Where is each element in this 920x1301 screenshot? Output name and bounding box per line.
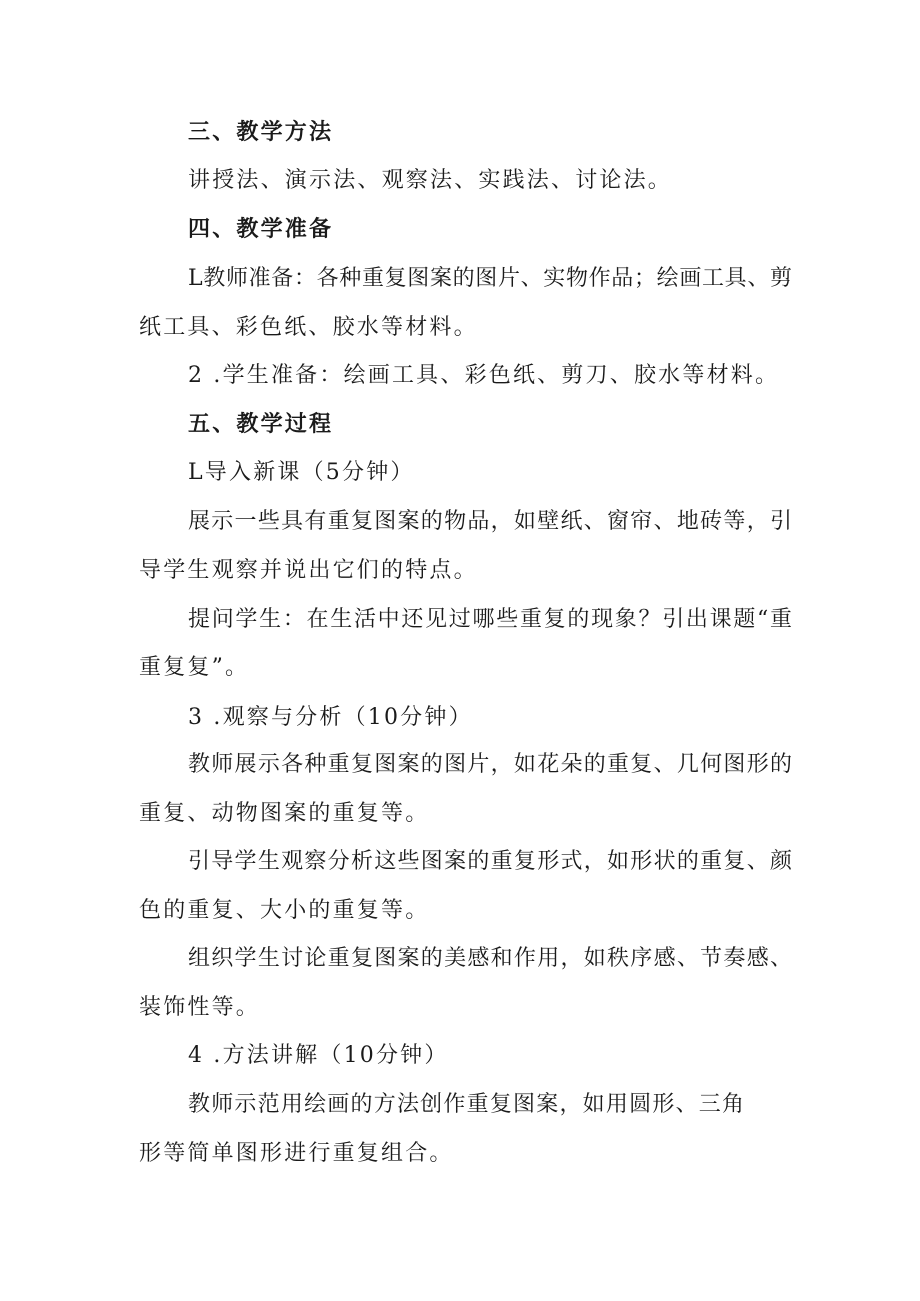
section-heading-teaching-preparation: 四、教学准备	[188, 216, 334, 242]
teaching-methods-text: 讲授法、演示法、观察法、实践法、讨论法。	[188, 168, 673, 193]
observation-paragraph-2-line-1: 引导学生观察分析这些图案的重复形式，如形状的重复、颜	[188, 849, 792, 874]
step-title-method-explanation: 4 .方法讲解（10分钟）	[188, 1043, 449, 1068]
introduction-paragraph-2-line-1: 提问学生：在生活中还见过哪些重复的现象？引出课题“重	[188, 607, 792, 632]
introduction-paragraph-1-line-1: 展示一些具有重复图案的物品，如壁纸、窗帘、地砖等，引	[188, 509, 792, 534]
method-paragraph-1-line-2: 形等简单图形进行重复组合。	[139, 1141, 454, 1166]
student-preparation-text: 2 .学生准备：绘画工具、彩色纸、剪刀、胶水等材料。	[188, 363, 780, 388]
observation-paragraph-1-line-1: 教师展示各种重复图案的图片，如花朵的重复、几何图形的	[188, 752, 792, 777]
observation-paragraph-2-line-2: 色的重复、大小的重复等。	[139, 898, 430, 923]
introduction-paragraph-2-line-2: 重复复”。	[139, 655, 250, 680]
method-paragraph-1-line-1: 教师示范用绘画的方法创作重复图案，如用圆形、三角	[188, 1092, 744, 1117]
section-heading-teaching-methods: 三、教学方法	[188, 119, 334, 145]
introduction-paragraph-1-line-2: 导学生观察并说出它们的特点。	[139, 558, 478, 583]
observation-paragraph-3-line-1: 组织学生讨论重复图案的美感和作用，如秩序感、节奏感、	[188, 946, 792, 971]
step-title-introduction: L导入新课（5分钟）	[188, 460, 415, 485]
observation-paragraph-1-line-2: 重复、动物图案的重复等。	[139, 801, 430, 826]
teacher-preparation-line-2: 纸工具、彩色纸、胶水等材料。	[139, 315, 478, 340]
section-heading-teaching-process: 五、教学过程	[188, 411, 334, 437]
step-title-observation-analysis: 3 .观察与分析（10分钟）	[188, 705, 473, 730]
teacher-preparation-line-1: L教师准备：各种重复图案的图片、实物作品；绘画工具、剪	[188, 266, 792, 291]
observation-paragraph-3-line-2: 装饰性等。	[139, 995, 261, 1020]
